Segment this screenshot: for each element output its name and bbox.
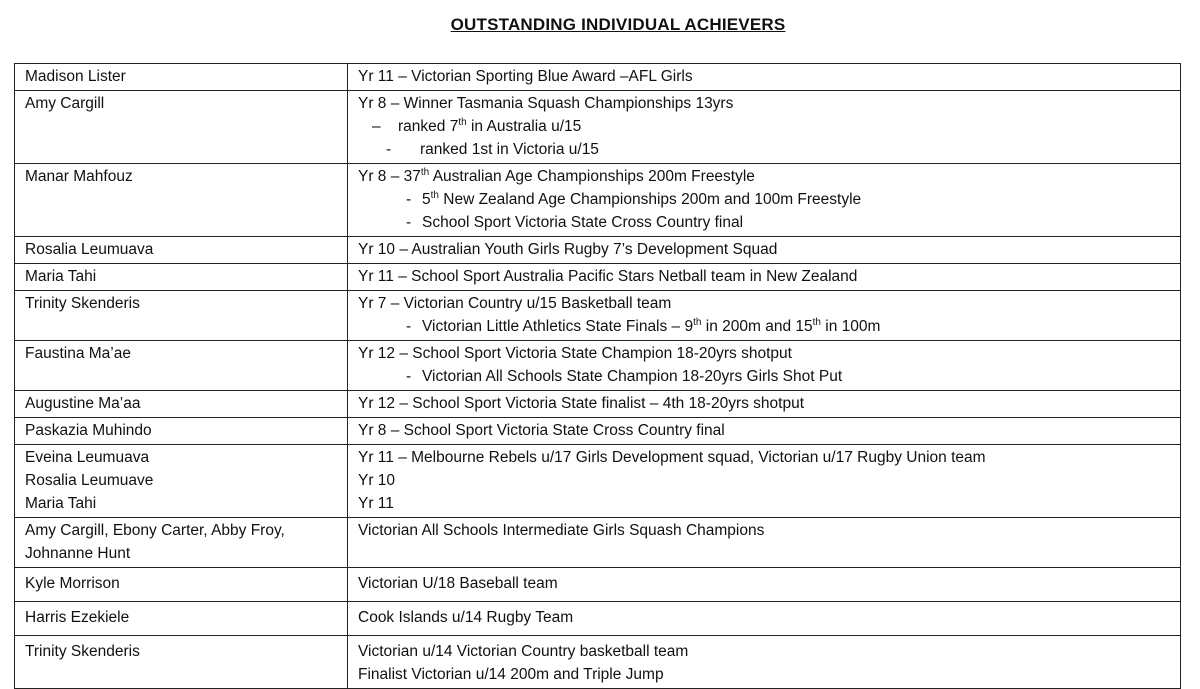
achievement-cell	[348, 445, 1181, 518]
achievement-line: Yr 11 – School Sport Australia Pacific Stars Netball team in New Zealand	[358, 268, 858, 285]
achievement-subline	[358, 138, 1170, 161]
achievement-cell	[348, 518, 1181, 568]
achievement-cell	[348, 164, 1181, 237]
athlete-name: Rosalia Leumuava	[25, 241, 154, 258]
athlete-name: Manar Mahfouz	[25, 168, 133, 185]
athlete-name: Eveina Leumuava	[25, 449, 150, 466]
achievement-line: Yr 8 – School Sport Victoria State Cross Country final	[358, 422, 725, 439]
athlete-name: Amy Cargill, Ebony Carter, Abby Froy,	[25, 522, 285, 539]
achievement-cell	[348, 264, 1181, 291]
ordinal-suffix: th	[812, 316, 821, 328]
athlete-name: Trinity Skenderis	[25, 643, 140, 660]
dash-bullet: -	[406, 191, 412, 208]
table-row	[15, 418, 1181, 445]
table-row	[15, 568, 1181, 602]
achievement-text: ranked 7	[398, 118, 459, 135]
ordinal-suffix: th	[430, 189, 439, 201]
table-row	[15, 518, 1181, 568]
athlete-name: Rosalia Leumuave	[25, 472, 154, 489]
athlete-name: Kyle Morrison	[25, 575, 120, 592]
achievement-text: Victorian All Schools State Champion 18-20yrs Girls Shot Put	[422, 368, 843, 385]
table-row	[15, 636, 1181, 689]
achievement-text: ranked 1st in Victoria u/15	[420, 141, 599, 158]
achievement-cell	[348, 602, 1181, 636]
achievement-line: Yr 12 – School Sport Victoria State Champion 18-20yrs shotput	[358, 345, 792, 362]
achievement-text: in Australia u/15	[466, 118, 582, 135]
name-cell	[15, 568, 348, 602]
name-cell	[15, 291, 348, 341]
achievement-line: Yr 11 – Victorian Sporting Blue Award –AFL Girls	[358, 68, 693, 85]
achievement-cell	[348, 341, 1181, 391]
name-cell	[15, 64, 348, 91]
achievement-cell	[348, 418, 1181, 445]
achievement-cell	[348, 237, 1181, 264]
ordinal-suffix: th	[693, 316, 702, 328]
name-cell	[15, 391, 348, 418]
achievement-line: Finalist Victorian u/14 200m and Triple Jump	[358, 666, 664, 683]
achievement-line: Cook Islands u/14 Rugby Team	[358, 609, 574, 626]
achievement-subline	[358, 365, 1170, 388]
achievement-cell	[348, 636, 1181, 689]
table-row	[15, 91, 1181, 164]
name-cell	[15, 418, 348, 445]
achievement-text: New Zealand Age Championships 200m and 100m Freestyle	[438, 191, 862, 208]
achievement-text: in 200m and 15	[701, 318, 813, 335]
achievement-line: Yr 11 – Melbourne Rebels u/17 Girls Development squad, Victorian u/17 Rugby Union team	[358, 449, 986, 466]
achievement-subline	[358, 315, 1170, 338]
achievement-line: Victorian All Schools Intermediate Girls Squash Champions	[358, 522, 765, 539]
dash-bullet: -	[386, 141, 392, 158]
name-cell	[15, 237, 348, 264]
achievement-line: Victorian U/18 Baseball team	[358, 575, 558, 592]
dash-bullet: -	[406, 368, 412, 385]
table-row	[15, 602, 1181, 636]
athlete-name: Paskazia Muhindo	[25, 422, 152, 439]
athlete-name: Maria Tahi	[25, 268, 97, 285]
achievement-cell	[348, 291, 1181, 341]
page-title: OUTSTANDING INDIVIDUAL ACHIEVERS	[450, 15, 786, 34]
achievement-text: Australian Age Championships 200m Freestyle	[429, 168, 755, 185]
name-cell	[15, 341, 348, 391]
achievement-subline	[358, 211, 1170, 234]
name-cell	[15, 91, 348, 164]
achievement-subline	[358, 188, 1170, 211]
dash-bullet: –	[372, 118, 381, 135]
name-cell	[15, 636, 348, 689]
achievement-line	[358, 165, 1170, 188]
table-row	[15, 237, 1181, 264]
achievement-cell	[348, 64, 1181, 91]
achievement-line: Victorian u/14 Victorian Country basketball team	[358, 643, 689, 660]
athlete-name: Amy Cargill	[25, 95, 105, 112]
achievement-text: Victorian Little Athletics State Finals – 9	[422, 318, 694, 335]
athlete-name: Faustina Ma’ae	[25, 345, 131, 362]
achievement-line: Yr 10 – Australian Youth Girls Rugby 7’s Development Squad	[358, 241, 778, 258]
dash-bullet: -	[406, 214, 412, 231]
table-row	[15, 341, 1181, 391]
ordinal-suffix: th	[420, 166, 430, 178]
achievement-cell	[348, 391, 1181, 418]
athlete-name: Trinity Skenderis	[25, 295, 140, 312]
name-cell	[15, 164, 348, 237]
table-row	[15, 164, 1181, 237]
achievement-cell	[348, 568, 1181, 602]
name-cell	[15, 445, 348, 518]
achievers-table	[14, 63, 1181, 689]
athlete-name: Harris Ezekiele	[25, 609, 130, 626]
name-cell	[15, 264, 348, 291]
athlete-name: Madison Lister	[25, 68, 126, 85]
dash-bullet: -	[406, 318, 412, 335]
achievement-text: 5	[422, 191, 431, 208]
achievement-line: Yr 12 – School Sport Victoria State finalist – 4th 18-20yrs shotput	[358, 395, 805, 412]
athlete-name: Maria Tahi	[25, 495, 97, 512]
achievement-line: Yr 11	[358, 495, 394, 512]
table-row	[15, 291, 1181, 341]
table-row	[15, 391, 1181, 418]
table-row	[15, 445, 1181, 518]
achievement-line: Yr 10	[358, 472, 396, 489]
table-row	[15, 64, 1181, 91]
achievement-line: Yr 8 – Winner Tasmania Squash Championships 13yrs	[358, 95, 734, 112]
athlete-name: Johnanne Hunt	[25, 545, 131, 562]
achievement-subline	[358, 115, 1170, 138]
achievement-cell	[348, 91, 1181, 164]
name-cell	[15, 518, 348, 568]
athlete-name: Augustine Ma’aa	[25, 395, 141, 412]
ordinal-suffix: th	[458, 116, 467, 128]
table-row	[15, 264, 1181, 291]
achievement-line: Yr 7 – Victorian Country u/15 Basketball team	[358, 295, 672, 312]
achievement-text: Yr 8 – 37	[358, 168, 421, 185]
name-cell	[15, 602, 348, 636]
achievement-text: School Sport Victoria State Cross Country final	[422, 214, 744, 231]
achievement-text: in 100m	[820, 318, 881, 335]
